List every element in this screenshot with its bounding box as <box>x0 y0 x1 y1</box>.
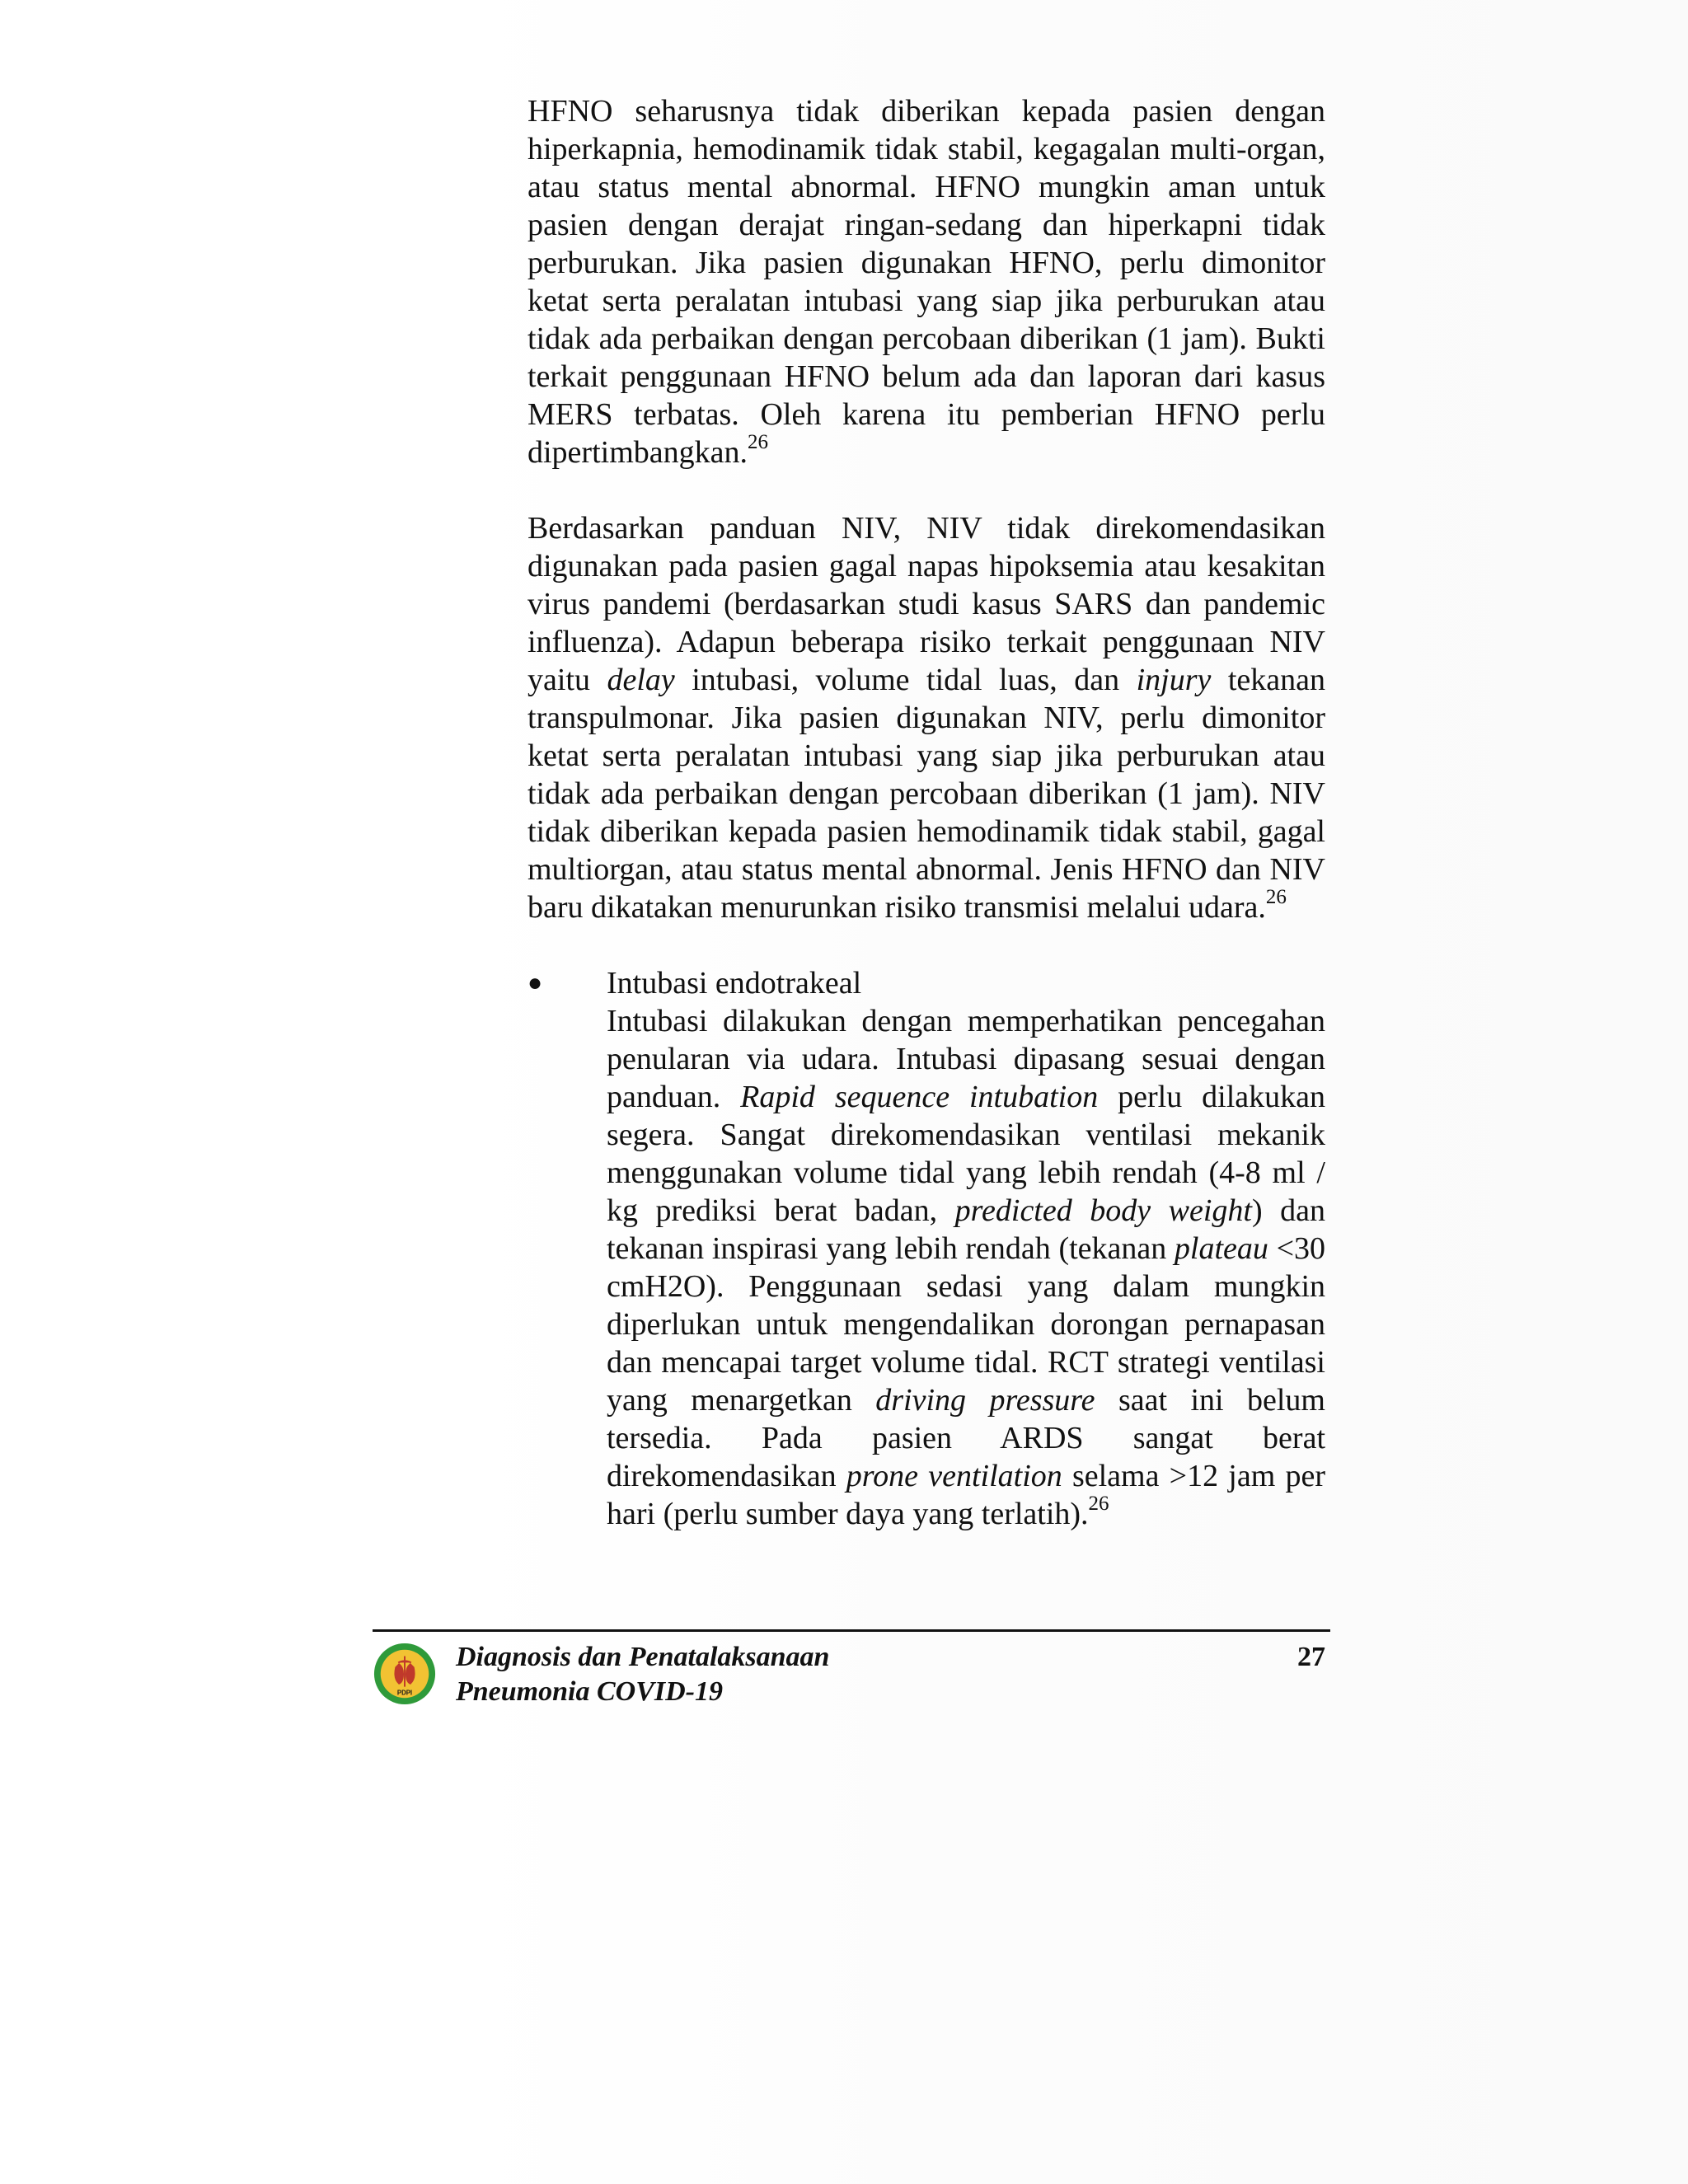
italic-term: plateau <box>1174 1231 1268 1266</box>
page-body <box>528 92 1325 1533</box>
paragraph-text: Intubasi dilakukan dengan memperhatikan pencegahan penularan via udara. Intubasi dipasang sesuai dengan panduan. <box>607 1004 1325 1114</box>
italic-term: Rapid sequence intubation <box>740 1080 1099 1114</box>
logo-text: PDPI <box>396 1689 413 1697</box>
paragraph-text: HFNO seharusnya tidak diberikan kepada pasien dengan hiperkapnia, hemodinamik tidak stabil, kegagalan multi-organ, atau status mental abnormal. HFNO mungkin aman untuk pasien dengan derajat ringan-sedang dan hiperkapni tidak perburukan. Jika pasien digunakan HFNO, perlu dimonitor ketat serta peralatan intubasi yang siap jika perburukan atau tidak ada perbaikan dengan percobaan diberikan (1 jam). Bukti terkait penggunaan HFNO belum ada dan laporan dari kasus MERS terbatas. Oleh karena itu pemberian HFNO perlu dipertimbangkan. <box>528 94 1325 470</box>
bullet-title: Intubasi endotrakeal <box>607 966 862 1001</box>
paragraph-text: perlu dilakukan segera. Sangat direkomendasikan ventilasi mekanik menggunakan volume tidal yang lebih rendah (4-8 ml / kg prediksi berat badan, <box>607 1080 1325 1228</box>
italic-term: injury <box>1136 663 1212 697</box>
citation-ref: 26 <box>1088 1493 1109 1515</box>
italic-term: prone ventilation <box>846 1459 1062 1493</box>
bullet-body <box>607 1002 1325 1533</box>
footer-book-title <box>456 1640 829 1709</box>
paragraph-hfno <box>528 92 1325 471</box>
italic-term: driving pressure <box>875 1383 1095 1418</box>
paragraph-text: tekanan transpulmonar. Jika pasien digunakan NIV, perlu dimonitor ketat serta peralatan intubasi yang siap jika perburukan atau tidak ada perbaikan dengan percobaan diberikan (1 jam). NIV tidak diberikan kepada pasien hemodinamik tidak stabil, gagal multiorgan, atau status mental abnormal. Jenis HFNO dan NIV baru dikatakan menurunkan risiko transmisi melalui udara. <box>528 663 1325 925</box>
organization-logo <box>373 1642 437 1706</box>
paragraph-text: Berdasarkan panduan NIV, NIV tidak direkomendasikan digunakan pada pasien gagal napas hipoksemia atau kesakitan virus pandemi (berdasarkan studi kasus SARS dan pandemic influenza). Adapun beberapa risiko terkait penggunaan NIV yaitu <box>528 511 1325 697</box>
paragraph-text: selama >12 jam per hari (perlu sumber daya yang terlatih). <box>607 1459 1325 1531</box>
paragraph-text: saat ini belum tersedia. Pada pasien ARDS sangat berat direkomendasikan <box>607 1383 1325 1493</box>
italic-term: predicted body weight <box>954 1193 1252 1228</box>
bullet-icon: ● <box>528 969 543 996</box>
footer-divider <box>373 1629 1330 1632</box>
footer-title-line: Pneumonia COVID-19 <box>456 1676 723 1707</box>
citation-ref: 26 <box>747 431 768 453</box>
page-number: 27 <box>1297 1642 1325 1672</box>
bullet-item-intubasi <box>528 964 1325 1533</box>
paragraph-text: ) dan tekanan inspirasi yang lebih rendah (tekanan <box>607 1193 1325 1266</box>
citation-ref: 26 <box>1265 886 1287 908</box>
paragraph-text: intubasi, volume tidal luas, dan <box>674 663 1137 697</box>
paragraph-niv <box>528 509 1325 926</box>
italic-term: delay <box>607 663 675 697</box>
paragraph-text: <30 cmH2O). Penggunaan sedasi yang dalam mungkin diperlukan untuk mengendalikan dorongan pernapasan dan mencapai target volume tidal. RCT strategi ventilasi yang menargetkan <box>607 1231 1325 1418</box>
footer-title-line: Diagnosis dan Penatalaksanaan <box>456 1642 830 1672</box>
